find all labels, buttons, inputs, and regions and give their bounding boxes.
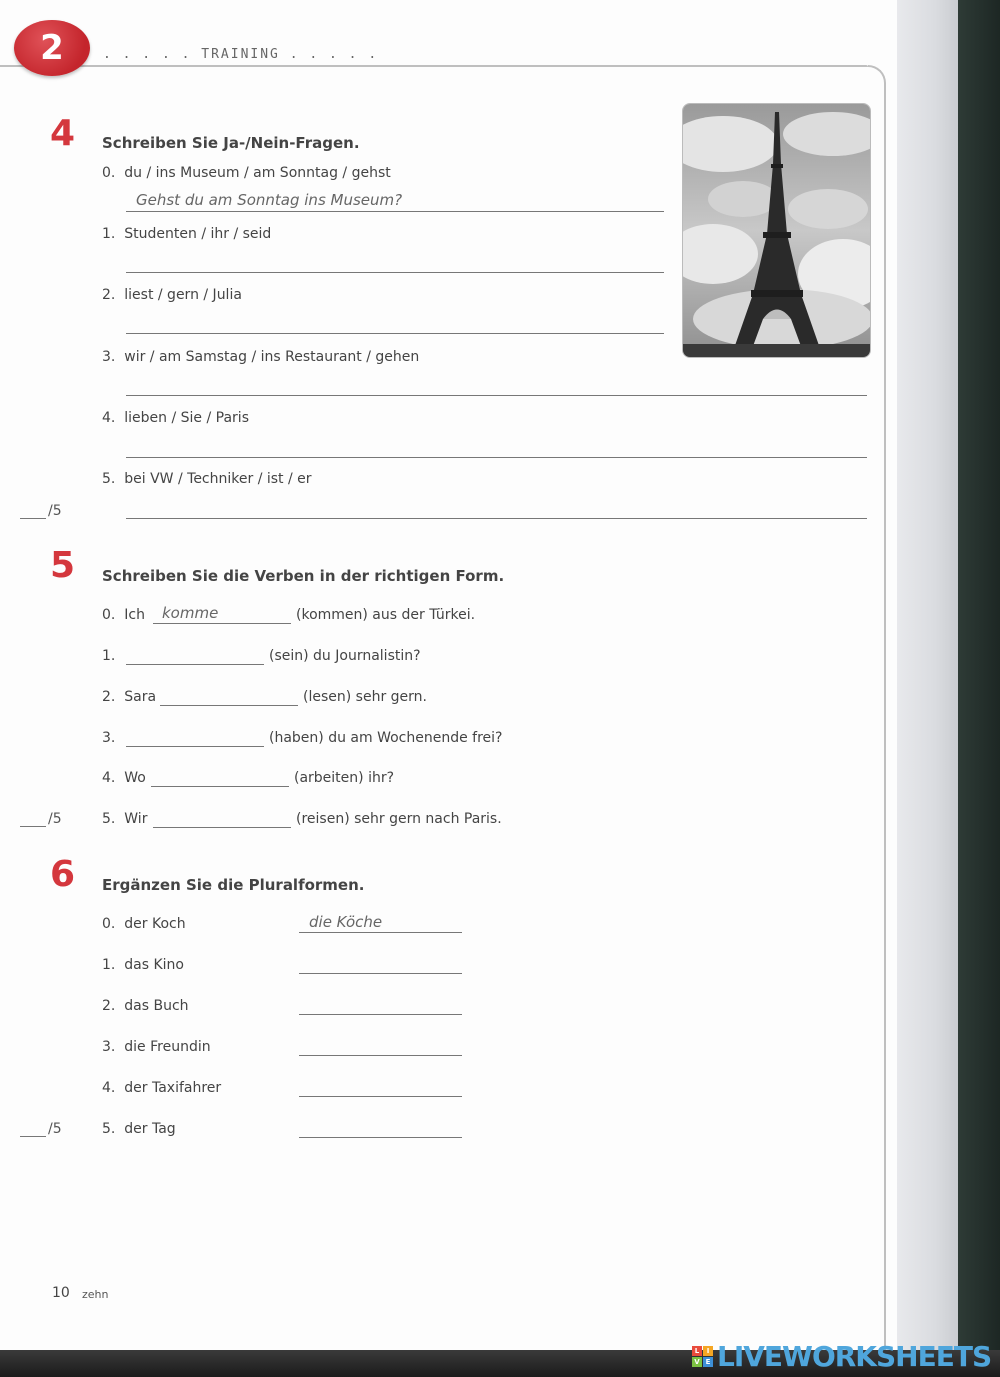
item-prompt: bei VW / Techniker / ist / er <box>124 471 312 487</box>
liveworksheets-icon <box>692 1346 713 1367</box>
s5-blank-1[interactable] <box>126 664 264 665</box>
score-total: /5 <box>48 811 62 827</box>
logo-letter: V <box>692 1357 702 1367</box>
item-word: der Taxifahrer <box>124 1080 222 1096</box>
s6-item-1 <box>102 957 184 973</box>
item-number: 2. <box>102 689 116 705</box>
s6-item-5 <box>102 1121 176 1137</box>
s6-item-3 <box>102 1039 211 1055</box>
item-number: 0. <box>102 165 116 181</box>
score-blank[interactable] <box>20 1124 46 1137</box>
item-number: 4. <box>102 1080 116 1096</box>
item-before: Sara <box>124 689 157 705</box>
item-number: 0. <box>102 916 116 932</box>
item-prompt: wir / am Samstag / ins Restaurant / gehen <box>124 349 420 365</box>
score-blank[interactable] <box>20 506 46 519</box>
s4-answer-line-1[interactable] <box>126 272 664 273</box>
s6-blank-4[interactable] <box>299 1096 462 1097</box>
item-prompt: lieben / Sie / Paris <box>124 410 249 426</box>
logo-letter: E <box>703 1357 713 1367</box>
liveworksheets-logo <box>692 1340 991 1373</box>
s5-blank-5[interactable] <box>153 827 291 828</box>
s6-item-2 <box>102 998 189 1014</box>
book-edge <box>958 0 1000 1352</box>
item-word: das Buch <box>124 998 189 1014</box>
s5-blank-3[interactable] <box>126 746 264 747</box>
item-number: 3. <box>102 349 116 365</box>
s5-answer-0: komme <box>162 604 219 622</box>
logo-letter: I <box>703 1346 713 1356</box>
s5-blank-0[interactable] <box>153 623 291 624</box>
item-number: 3. <box>102 730 116 746</box>
chapter-badge: 2 <box>14 20 90 76</box>
liveworksheets-text: LIVEWORKSHEETS <box>717 1340 992 1373</box>
s6-item-4 <box>102 1080 221 1096</box>
section-5-number: 5 <box>50 545 76 586</box>
s4-item-1 <box>102 226 271 242</box>
s4-answer-line-3[interactable] <box>126 395 867 396</box>
section-4-number: 4 <box>50 113 76 154</box>
item-number: 4. <box>102 770 116 786</box>
s5-after-0: (kommen) aus der Türkei. <box>296 607 476 623</box>
s6-blank-1[interactable] <box>299 973 462 974</box>
training-label: . . . . . TRAINING . . . . . <box>103 47 379 62</box>
s4-item-2 <box>102 287 242 303</box>
s4-item-4 <box>102 410 249 426</box>
s5-after-1: (sein) du Journalistin? <box>269 648 421 664</box>
s4-answer-line-4[interactable] <box>126 457 867 458</box>
eiffel-tower-icon <box>683 104 870 357</box>
section-5-title: Schreiben Sie die Verben in der richtigen Form. <box>102 567 505 585</box>
s5-item-2 <box>102 689 156 705</box>
item-prompt: Studenten / ihr / seid <box>124 226 272 242</box>
s5-item-1 <box>102 648 115 664</box>
item-number: 2. <box>102 998 116 1014</box>
s6-item-0 <box>102 916 186 932</box>
s4-answer-line-5[interactable] <box>126 518 867 519</box>
s5-item-0 <box>102 607 145 623</box>
score-total: /5 <box>48 1121 62 1137</box>
item-word: das Kino <box>124 957 184 973</box>
eiffel-tower-photo <box>682 103 871 358</box>
item-before: Wo <box>124 770 146 786</box>
item-prompt: du / ins Museum / am Sonntag / gehst <box>124 165 391 181</box>
item-number: 5. <box>102 471 116 487</box>
item-number: 2. <box>102 287 116 303</box>
item-before: Wir <box>124 811 148 827</box>
section-6-number: 6 <box>50 854 76 895</box>
item-before: Ich <box>124 607 145 623</box>
s6-blank-0[interactable] <box>299 932 462 933</box>
item-word: der Tag <box>124 1121 176 1137</box>
s6-blank-3[interactable] <box>299 1055 462 1056</box>
s5-after-2: (lesen) sehr gern. <box>303 689 427 705</box>
item-number: 3. <box>102 1039 116 1055</box>
s5-blank-4[interactable] <box>151 786 289 787</box>
item-number: 4. <box>102 410 116 426</box>
book-gutter <box>897 0 960 1352</box>
item-number: 1. <box>102 957 116 973</box>
item-number: 5. <box>102 811 116 827</box>
item-word: der Koch <box>124 916 186 932</box>
s4-answer-0: Gehst du am Sonntag ins Museum? <box>136 191 403 209</box>
s5-item-4 <box>102 770 146 786</box>
item-prompt: liest / gern / Julia <box>124 287 242 303</box>
s5-blank-2[interactable] <box>160 705 298 706</box>
score-total: /5 <box>48 503 62 519</box>
section-6-title: Ergänzen Sie die Pluralformen. <box>102 876 365 894</box>
logo-letter: L <box>692 1346 702 1356</box>
frame-top-border <box>0 65 868 67</box>
s5-after-3: (haben) du am Wochenende frei? <box>269 730 503 746</box>
s4-answer-line-2[interactable] <box>126 333 664 334</box>
s5-after-4: (arbeiten) ihr? <box>294 770 395 786</box>
page-number: 10 <box>52 1285 70 1301</box>
item-word: die Freundin <box>124 1039 211 1055</box>
item-number: 0. <box>102 607 116 623</box>
s5-item-3 <box>102 730 115 746</box>
s6-blank-2[interactable] <box>299 1014 462 1015</box>
score-blank[interactable] <box>20 814 46 827</box>
s6-blank-5[interactable] <box>299 1137 462 1138</box>
item-number: 5. <box>102 1121 116 1137</box>
s5-item-5 <box>102 811 147 827</box>
section-4-title: Schreiben Sie Ja-/Nein-Fragen. <box>102 134 360 152</box>
s4-answer-line-0[interactable] <box>126 211 664 212</box>
s4-item-3 <box>102 349 419 365</box>
section-4-score[interactable] <box>20 503 62 519</box>
s4-item-0 <box>102 165 391 181</box>
item-number: 1. <box>102 648 116 664</box>
page-word: zehn <box>82 1288 109 1301</box>
s5-after-5: (reisen) sehr gern nach Paris. <box>296 811 502 827</box>
section-6-score[interactable] <box>20 1121 62 1137</box>
s4-item-5 <box>102 471 312 487</box>
section-5-score[interactable] <box>20 811 62 827</box>
s6-answer-0: die Köche <box>309 913 383 931</box>
item-number: 1. <box>102 226 116 242</box>
